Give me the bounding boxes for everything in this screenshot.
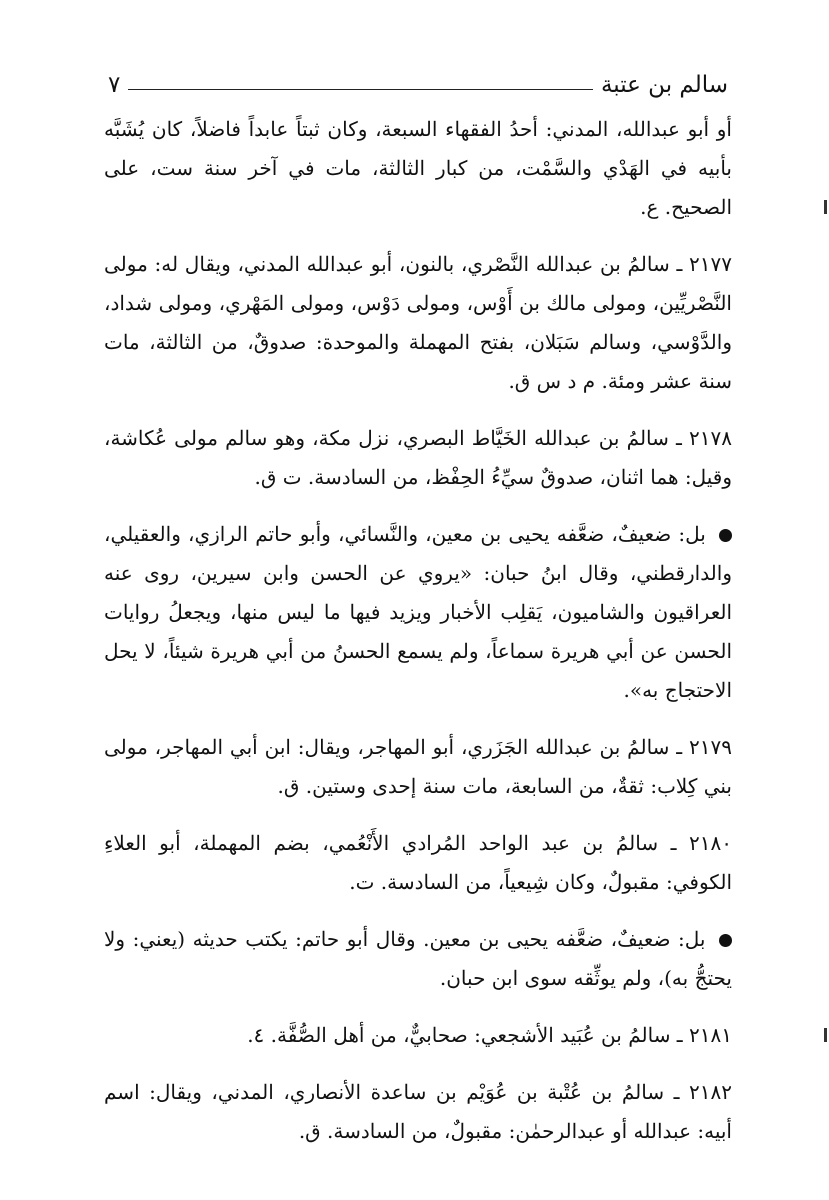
- entry-text: أو أبو عبدالله، المدني: أحدُ الفقهاء السبعة، وكان ثبتاً عابداً فاضلاً، كان يُشَبَّه بأبيه في الهَدْي والسَّمْت، من كبار الثالثة، مات في آخر سنة ست، على الصحيح. ع.: [104, 117, 732, 219]
- entry-2180: [104, 824, 732, 902]
- entry-text: ٢١٧٩ ـ سالمُ بن عبدالله الجَزَري، أبو المهاجر، ويقال: ابن أبي المهاجر، مولى بني كِلاب: ثقةٌ، من السابعة، مات سنة إحدى وستين. ق.: [104, 735, 732, 798]
- entry-text: ٢١٨١ ـ سالمُ بن عُبَيد الأشجعي: صحابيٌّ، من أهل الصُّفَّة. ٤.: [247, 1023, 732, 1047]
- entry-continuation: [104, 110, 732, 227]
- entry-2177: [104, 245, 732, 401]
- entry-2179: [104, 728, 732, 806]
- entry-text: ٢١٧٧ ـ سالمُ بن عبدالله النَّصْري، بالنون، أبو عبدالله المدني، ويقال له: مولى النَّصْريِّين، ومولى مالك بن أَوْس، ومولى دَوْس، ومولى المَهْري، ومولى شداد، والدَّوْسي، وسالم سَبَلان، بفتح المهملة والموحدة: صدوقٌ، من الثالثة، مات سنة عشر ومئة. م د س ق.: [104, 252, 732, 393]
- paragraph-gap: [104, 227, 732, 245]
- header-rule: [128, 89, 593, 90]
- entry-text: ٢١٧٨ ـ سالمُ بن عبدالله الخَيَّاط البصري، نزل مكة، وهو سالم مولى عُكاشة، وقيل: هما اثنان، صدوقٌ سيِّءُ الحِفْظ، من السادسة. ت ق.: [104, 426, 732, 489]
- page-number: ٧: [108, 72, 121, 98]
- entry-text: ٢١٨٠ ـ سالمُ بن عبد الواحد المُرادي الأَنْعُمي، بضم المهملة، أبو العلاءِ الكوفي: مقبولٌ، وكان شِيعياً، من السادسة. ت.: [104, 831, 732, 894]
- note-text: بل: ضعيفٌ، ضعَّفه يحيى بن معين. وقال أبو حاتم: يكتب حديثه (يعني: ولا يحتجُّ به)، ولم يوثِّقه سوى ابن حبان.: [104, 927, 732, 990]
- note-text: بل: ضعيفٌ، ضعَّفه يحيى بن معين، والنَّسائي، وأبو حاتم الرازي، والعقيلي، والدارقطني، وقال ابنُ حبان: «يروي عن الحسن وابن سيرين، روى عنه العراقيون والشاميون، يَقلِب الأخبار ويزيد فيها ما ليس منها، ويجعلُ روايات الحسن عن أبي هريرة سماعاً، ولم يسمع الحسنُ من أبي هريرة شيئاً، لا يحل الاحتجاج به».: [104, 522, 732, 702]
- bullet-icon: [719, 934, 732, 947]
- scan-edge-mark: [824, 1028, 827, 1042]
- paragraph-gap: [104, 998, 732, 1016]
- note-2180: [104, 920, 732, 998]
- paragraph-gap: [104, 497, 732, 515]
- entry-text: ٢١٨٢ ـ سالمُ بن عُتْبة بن عُوَيْم بن ساعدة الأنصاري، المدني، ويقال: اسم أبيه: عبدالله أو عبدالرحمٰن: مقبولٌ، من السادسة. ق.: [104, 1080, 732, 1143]
- paragraph-gap: [104, 902, 732, 920]
- paragraph-gap: [104, 401, 732, 419]
- entry-2182: [104, 1073, 732, 1151]
- bullet-icon: [719, 529, 732, 542]
- scan-edge-mark: [824, 200, 827, 214]
- entry-2178: [104, 419, 732, 497]
- paragraph-gap: [104, 806, 732, 824]
- running-header: [108, 62, 728, 102]
- page-body: [104, 110, 732, 1151]
- paragraph-gap: [104, 710, 732, 728]
- paragraph-gap: [104, 1055, 732, 1073]
- entry-2181: [104, 1016, 732, 1055]
- note-2178: [104, 515, 732, 710]
- header-title: سالم بن عتبة: [600, 72, 728, 98]
